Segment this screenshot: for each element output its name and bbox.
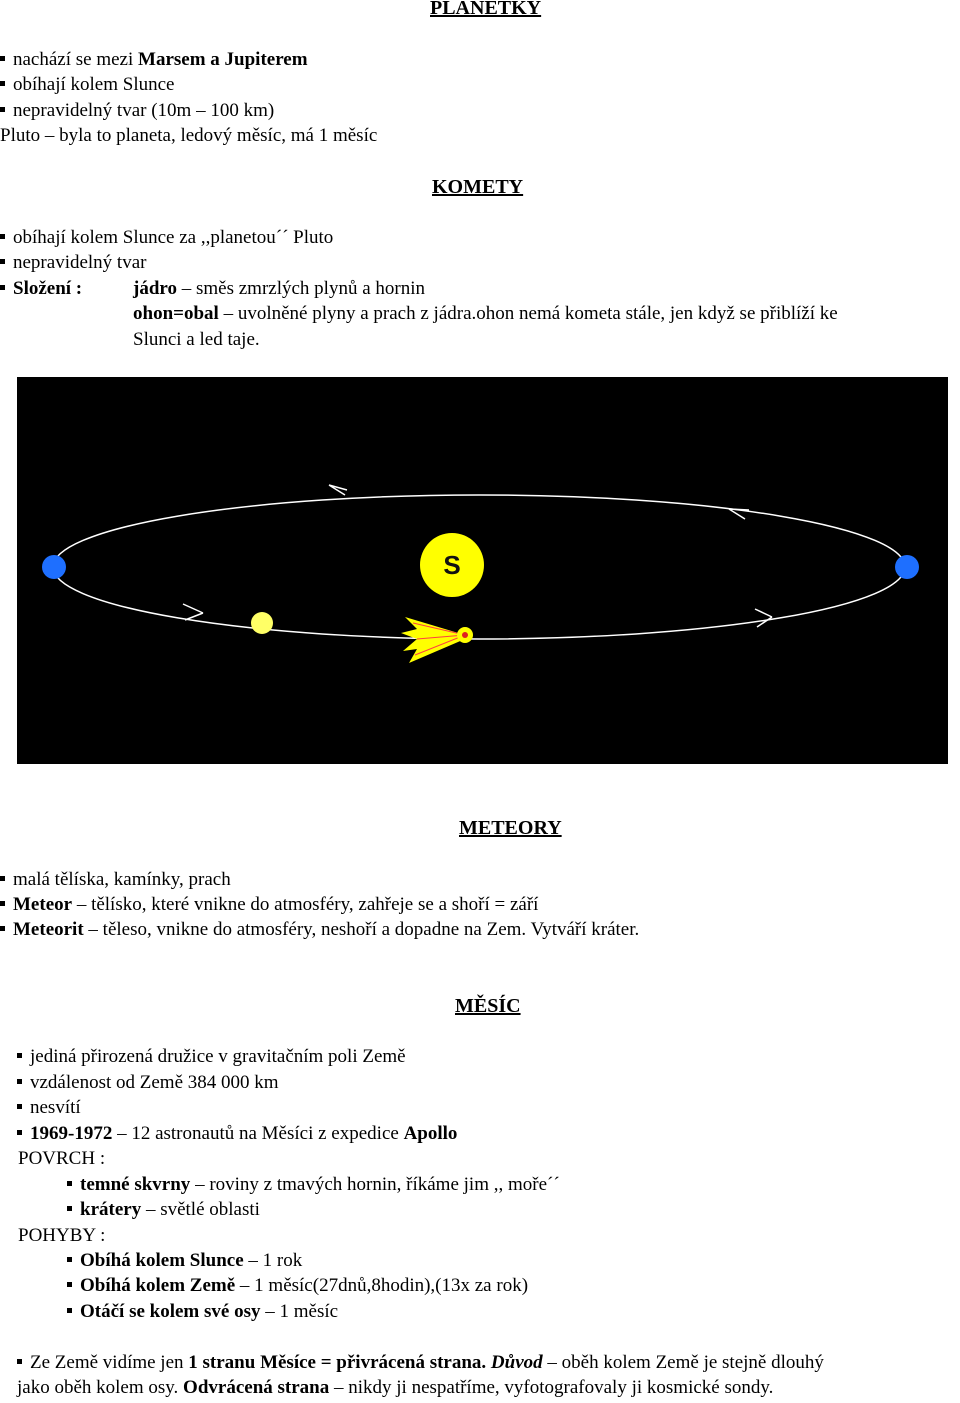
meteory-item-2: Meteor – tělísko, které vnikne do atmosféry, zahřeje se a shoří = září (0, 893, 538, 917)
mesic-final-line-1: Ze Země vidíme jen 1 stranu Měsíce = přivrácená strana. Důvod – oběh kolem Země je stejně dlouhý (17, 1351, 824, 1375)
planetky-item-2: obíhají kolem Slunce (0, 73, 174, 97)
mesic-item-2: vzdálenost od Země 384 000 km (17, 1071, 279, 1095)
komety-jadro: jádro – směs zmrzlých plynů a hornin (133, 278, 425, 299)
komety-heading: KOMETY (432, 176, 524, 198)
bullet-icon (0, 56, 5, 61)
komety-ohon: ohon=obal – uvolněné plyny a prach z jádra.ohon nemá kometa stále, jen když se přiblíží ke (133, 303, 838, 324)
pohyby-item-2: Obíhá kolem Země – 1 měsíc(27dnů,8hodin),(13x za rok) (67, 1274, 528, 1298)
bullet-icon (17, 1079, 22, 1084)
pohyby-item-3: Otáčí se kolem své osy – 1 měsíc (67, 1300, 338, 1324)
bullet-icon (17, 1359, 22, 1364)
bullet-icon (0, 876, 5, 881)
pohyby-item-1: Obíhá kolem Slunce – 1 rok (67, 1249, 302, 1273)
meteory-item-3: Meteorit – těleso, vnikne do atmosféry, neshoří a dopadne na Zem. Vytváří kráter. (0, 918, 639, 942)
bullet-icon (0, 234, 5, 239)
komety-ohon-cont: Slunci a led taje. (133, 329, 260, 350)
povrch-label: POVRCH : (18, 1148, 106, 1169)
comet-small-icon (251, 612, 273, 634)
bullet-icon (17, 1053, 22, 1058)
orbit-arrow-icon (329, 485, 347, 495)
pluto-line: Pluto – byla to planeta, ledový měsíc, má 1 měsíc (0, 125, 378, 146)
comet-orbit-diagram (17, 377, 948, 764)
bullet-icon (0, 901, 5, 906)
bullet-icon (17, 1104, 22, 1109)
bullet-icon (0, 926, 5, 931)
orbit-arrow-icon (183, 604, 203, 620)
bullet-icon (67, 1206, 72, 1211)
mesic-heading: MĚSÍC (455, 995, 521, 1017)
komety-slozeni (0, 277, 82, 301)
komety-item-2: nepravidelný tvar (0, 251, 146, 275)
meteory-heading: METEORY (459, 817, 562, 839)
bullet-icon (67, 1257, 72, 1262)
planet-right-icon (895, 555, 919, 579)
meteory-item-1: malá tělíska, kamínky, prach (0, 868, 231, 892)
bullet-icon (0, 107, 5, 112)
bullet-icon (67, 1282, 72, 1287)
bullet-icon (17, 1130, 22, 1135)
mesic-final-line-2: jako oběh kolem osy. Odvrácená strana – nikdy ji nespatříme, vyfotografovaly ji kosmické sondy. (17, 1377, 774, 1398)
povrch-item-2: krátery – světlé oblasti (67, 1198, 260, 1222)
povrch-item-1: temné skvrny – roviny z tmavých hornin, říkáme jim ,, moře´´ (67, 1173, 560, 1197)
comet-with-tail-icon (401, 617, 473, 663)
mesic-item-1: jediná přirozená družice v gravitačním poli Země (17, 1045, 406, 1069)
komety-item-1: obíhají kolem Slunce za ,,planetou´´ Pluto (0, 226, 333, 250)
planetky-item-1: nachází se mezi Marsem a Jupiterem (0, 48, 308, 72)
mesic-item-4: 1969-1972 – 12 astronautů na Měsíci z expedice Apollo (17, 1122, 457, 1146)
sun-label: S (443, 550, 461, 580)
pohyby-label: POHYBY : (18, 1225, 106, 1246)
bullet-icon (67, 1308, 72, 1313)
orbit-arrow-icon (755, 609, 772, 627)
bullet-icon (67, 1181, 72, 1186)
planet-left-icon (42, 555, 66, 579)
bullet-icon (0, 285, 5, 290)
slozeni-label: Složení : (13, 278, 83, 299)
bullet-icon (0, 259, 5, 264)
planetky-item-3: nepravidelný tvar (10m – 100 km) (0, 99, 274, 123)
bullet-icon (0, 81, 5, 86)
planetky-heading: PLANETKY (430, 0, 542, 19)
mesic-item-3: nesvítí (17, 1096, 81, 1120)
